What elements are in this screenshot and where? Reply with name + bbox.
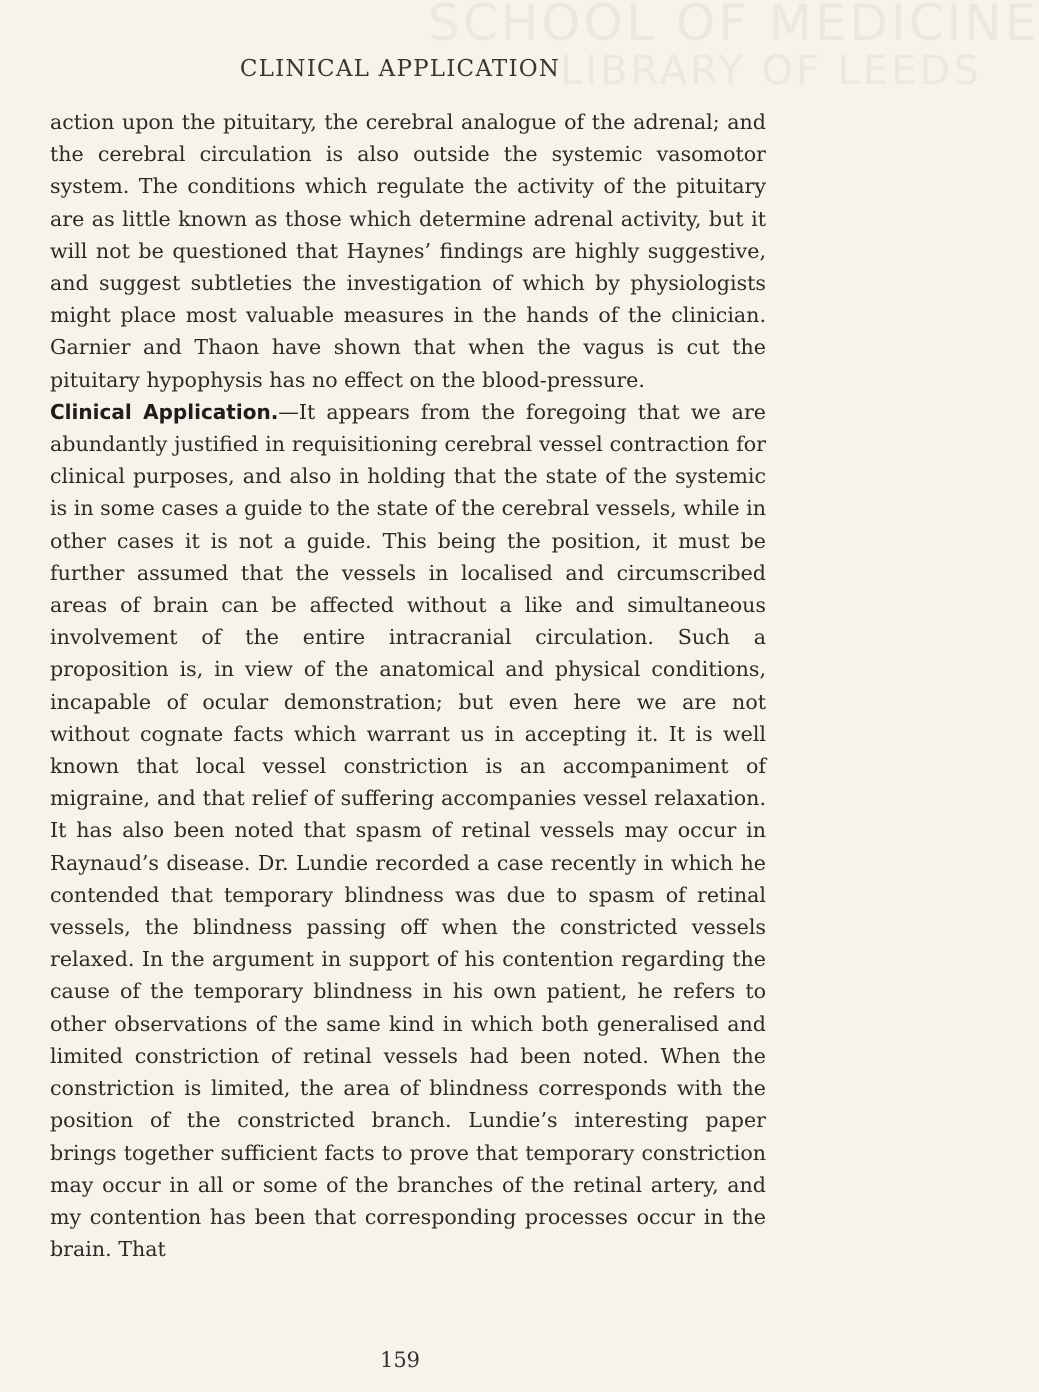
paragraph-2 <box>50 396 766 1265</box>
page-body <box>50 106 766 1265</box>
page-number: 159 <box>379 1348 421 1372</box>
watermark-line-2: LIBRARY OF LEEDS <box>560 48 982 94</box>
running-head: CLINICAL APPLICATION <box>239 56 561 82</box>
paragraph-1: action upon the pituitary, the cerebral analogue of the adrenal; and the cerebral circulation is also outside the systemic vasomotor system. The conditions which regulate the activity of the pituitary are as little known as those which determine adrenal activity, but it will not be questioned that Haynes’ findings are highly suggestive, and suggest subtleties the investigation of which by physiologists might place most valuable measures in the hands of the clinician. Garnier and Thaon have shown that when the vagus is cut the pituitary hypophysis has no effect on the blood-pressure. <box>50 110 766 392</box>
watermark-line-1: SCHOOL OF MEDICINE <box>428 0 1039 52</box>
paragraph-2-body: —It appears from the foregoing that we are abundantly justified in requisitioning cerebral vessel contraction for clinical purposes, and also in holding that the state of the systemic is in some cases a guide to the state of the cerebral vessels, while in other cases it is not a guide. This being the position, it must be further assumed that the vessels in localised and circumscribed areas of brain can be affected without a like and simultaneous involvement of the entire intracranial circulation. Such a proposition is, in view of the anatomical and physical conditions, incapable of ocular demonstration; but even here we are not without cognate facts which warrant us in accepting it. It is well known that local vessel constriction is an accompaniment of migraine, and that relief of suffering accompanies vessel relaxation. It has also been noted that spasm of retinal vessels may occur in Raynaud’s disease. Dr. Lundie recorded a case recently in which he contended that temporary blindness was due to spasm of retinal vessels, the blindness passing off when the constricted vessels relaxed. In the argument in support of his contention regarding the cause of the temporary blindness in his own patient, he refers to other observations of the same kind in which both generalised and limited constriction of retinal vessels had been noted. When the constriction is limited, the area of blindness corresponds with the position of the constricted branch. Lundie’s interesting paper brings together sufficient facts to prove that temporary constriction may occur in all or some of the branches of the retinal artery, and my contention has been that corresponding processes occur in the brain. That <box>50 399 766 1262</box>
section-heading: Clinical Application. <box>50 399 279 424</box>
